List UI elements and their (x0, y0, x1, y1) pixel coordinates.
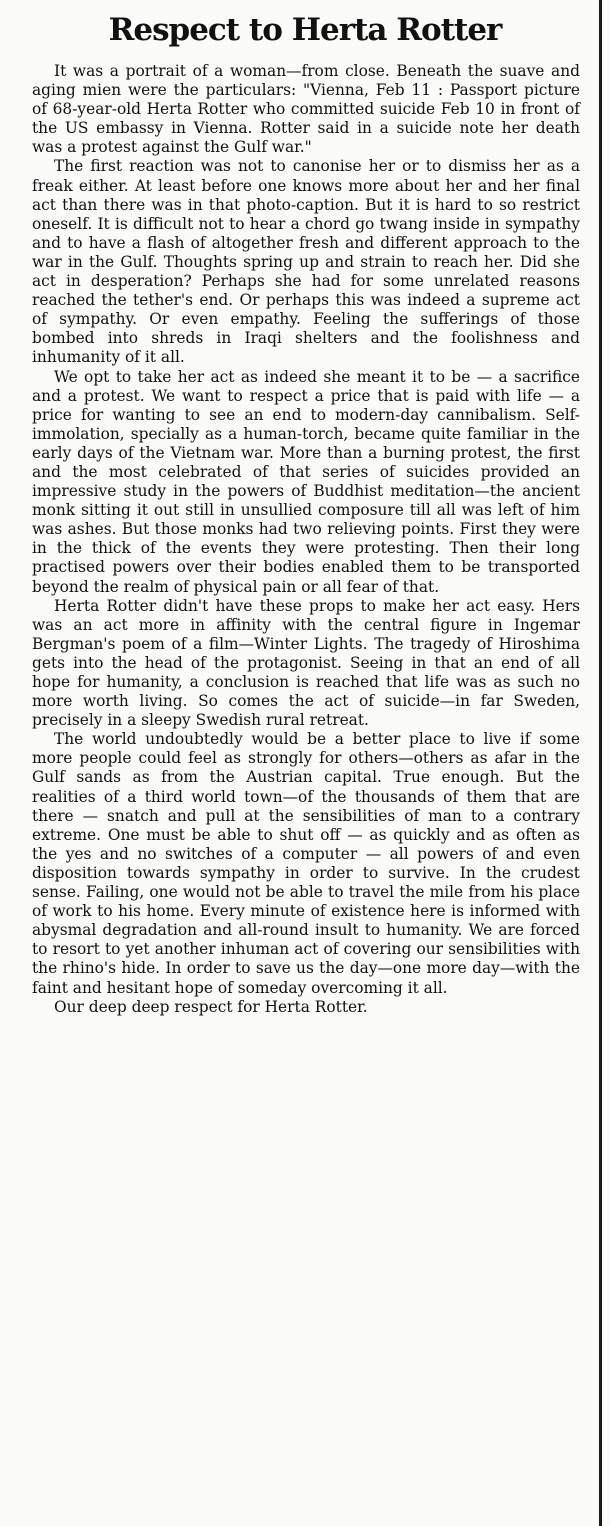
paragraph-5: The world undoubtedly would be a better place to live if some more people could feel as strongly for others—others as afar in the Gulf sands as from the Austrian capital. True enough. But the realities of a third world town—of the thousands of them that are there — snatch and pull at the sensibilities of man to a contrary extreme. One must be able to shut off — as quickly and as often as the yes and no switches of a computer — all powers of and even disposition towards sympathy in order to survive. In the crudest sense. Failing, one would not be able to travel the mile from his place of work to his home. Every minute of existence here is informed with abysmal degradation and all-round insult to humanity. We are forced to resort to yet another inhuman act of covering our sensibilities with the rhino's hide. In order to save us the day—one more day—with the faint and hesitant hope of someday overcoming it all. (32, 730, 580, 997)
paragraph-1: It was a portrait of a woman—from close. Beneath the suave and aging mien were the particulars: "Vienna, Feb 11 : Passport picture of 68-year-old Herta Rotter who committed suicide Feb 10 in front of the US embassy in Vienna. Rotter said in a suicide note her death was a protest against the Gulf war." (32, 62, 580, 157)
headline: Respect to Herta Rotter (108, 12, 502, 48)
paragraph-3: We opt to take her act as indeed she meant it to be — a sacrifice and a protest. We want to respect a price that is paid with life — a price for wanting to see an end to modern-day cannibalism. Self-immolation, specially as a human-torch, became quite familiar in the early days of the Vietnam war. More than a burning protest, the first and the most celebrated of that series of suicides provided an impressive study in the powers of Buddhist meditation—the ancient monk sitting it out still in unsullied composure till all was left of him was ashes. But those monks had two relieving points. First they were in the thick of the events they were protesting. Then their long practised powers over their bodies enabled them to be transported beyond the realm of physical pain or all fear of that. (32, 367, 580, 596)
paragraph-4: Herta Rotter didn't have these props to make her act easy. Hers was an act more in affinity with the central figure in Ingemar Bergman's poem of a film—Winter Lights. The tragedy of Hiroshima gets into the head of the protagonist. Seeing in that an end of all hope for humanity, a conclusion is reached that life was as such no more worth living. So comes the act of suicide—in far Sweden, precisely in a sleepy Swedish rural retreat. (32, 596, 580, 730)
column-rule (599, 0, 602, 1526)
paragraph-2: The first reaction was not to canonise her or to dismiss her as a freak either. At least before one knows more about her and her final act than there was in that photo-caption. But it is hard to so restrict oneself. It is difficult not to hear a chord go twang inside in sympathy and to have a flash of altogether fresh and different approach to the war in the Gulf. Thoughts spring up and strain to reach her. Did she act in desperation? Perhaps she had for some unrelated reasons reached the tether's end. Or perhaps this was indeed a supreme act of sympathy. Or even empathy. Feeling the sufferings of those bombed into shreds in Iraqi shelters and the foolishness and inhumanity of it all. (32, 157, 580, 367)
paragraph-6: Our deep deep respect for Herta Rotter. (54, 997, 368, 1016)
article-body (0, 56, 610, 1017)
